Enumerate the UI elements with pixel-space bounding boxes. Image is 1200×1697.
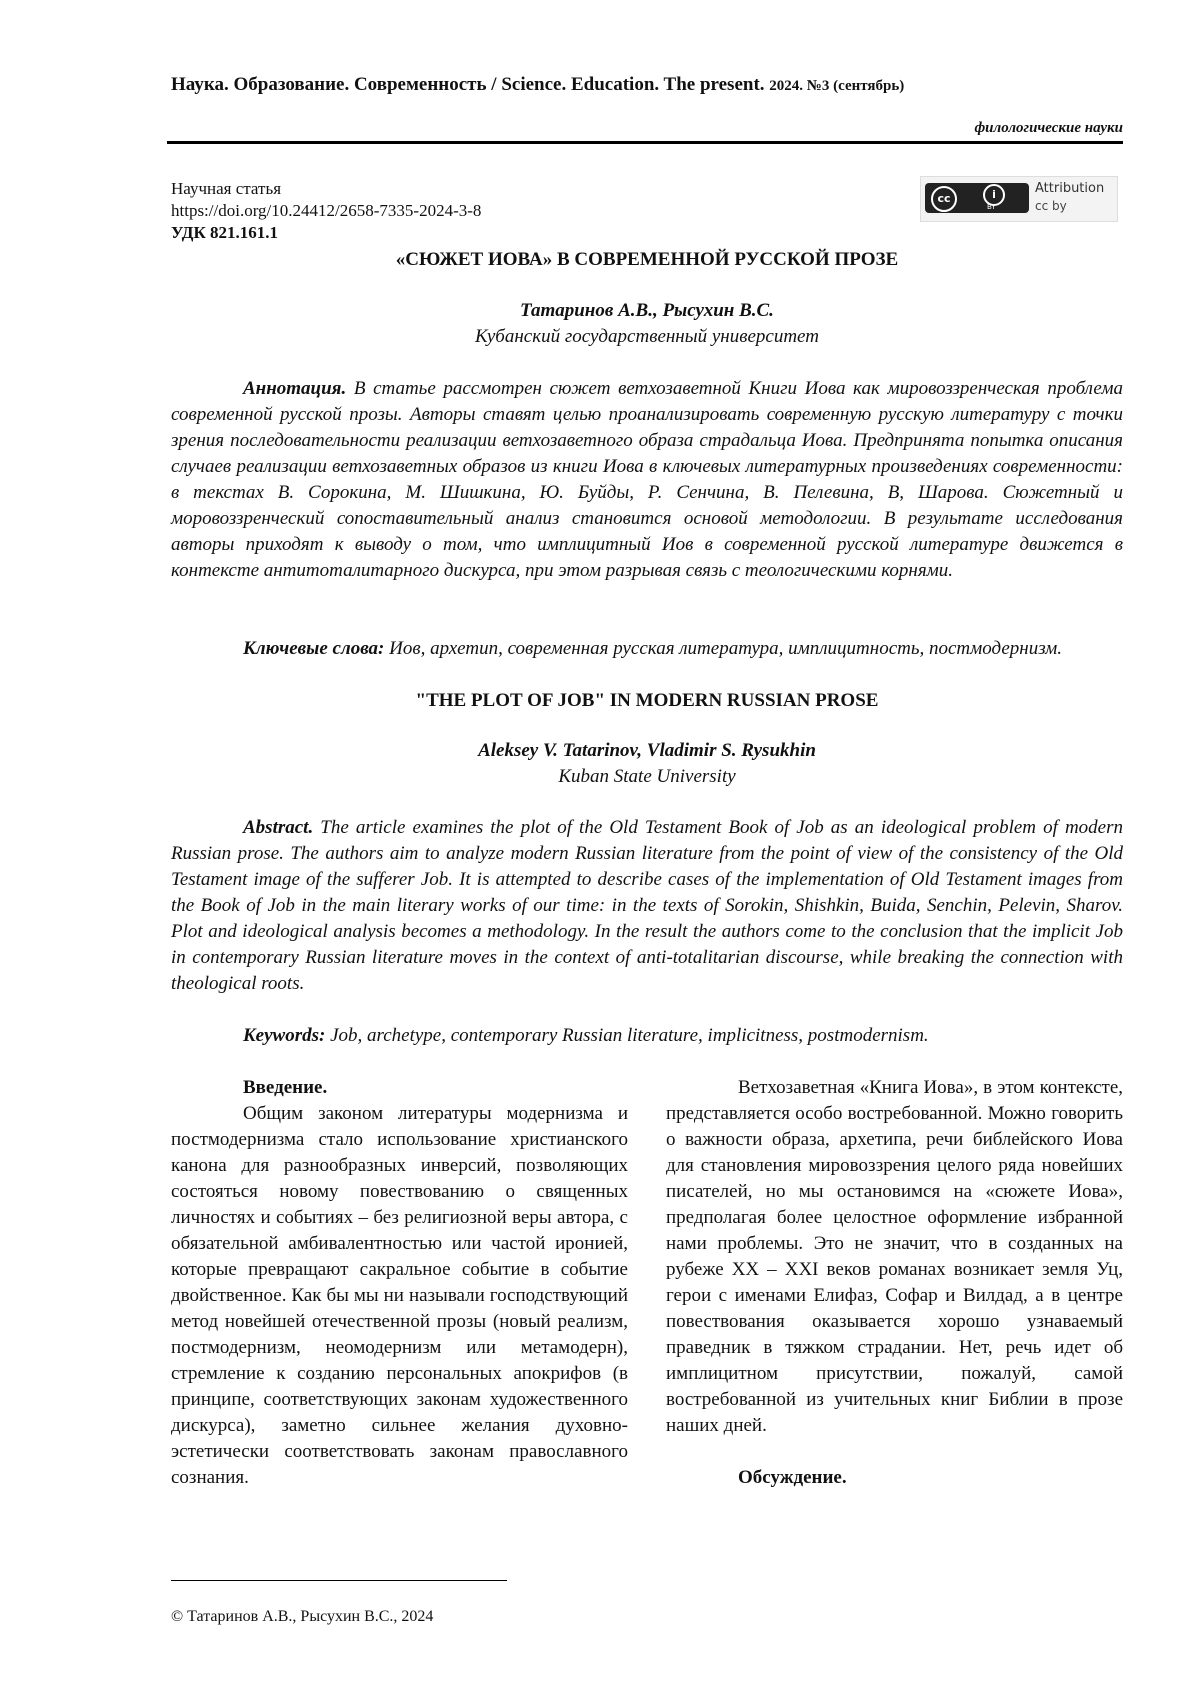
- attribution-person-icon: i: [983, 184, 1005, 206]
- journal-title: Наука. Образование. Современность / Science. Education. The present.: [171, 74, 765, 95]
- doi-link[interactable]: https://doi.org/10.24412/2658-7335-2024-3-8: [171, 201, 482, 220]
- body-right-column: [666, 1075, 1123, 1491]
- header-divider: [167, 141, 1123, 144]
- journal-issue: 2024. №3 (сентябрь): [769, 78, 905, 94]
- abstract-text-en: The article examines the plot of the Old Testament Book of Job as an ideological problem of modern Russian prose. The authors aim to analyze modern Russian literature from the point of view of the consistency of the Old Testament image of the sufferer Job. It is attempted to describe cases of the implementation of Old Testament images from the Book of Job in the main literary works of our time: in the texts of Sorokin, Shishkin, Buida, Senchin, Pelevin, Sharov. Plot and ideological analysis becomes a methodology. In the result the authors come to the conclusion that the implicit Job in contemporary Russian literature moves in the context of anti-totalitarian discourse, while breaking the connection with theological roots.: [171, 817, 1123, 994]
- affiliation-en: Kuban State University: [558, 766, 736, 787]
- abstract-label-ru: Аннотация.: [243, 378, 347, 399]
- journal-header: [171, 74, 904, 96]
- cc-license-badge[interactable]: [920, 176, 1118, 222]
- license-title: Attribution: [1035, 181, 1105, 196]
- keywords-label-en: Keywords:: [243, 1025, 326, 1046]
- abstract-label-en: Abstract.: [243, 817, 314, 838]
- cc-by-caption: BY: [987, 203, 996, 211]
- udk: УДК 821.161.1: [171, 223, 279, 242]
- abstract-en: [171, 815, 1123, 997]
- intro-paragraph: Общим законом литературы модернизма и постмодернизма стало использование христианского канона для разнообразных инверсий, позволяющих состояться новому повествованию о священных личностях и событиях – без религиозной веры автора, с обязательной амбивалентностью или частой иронией, которые превращают сакральное событие в событие двойственное. Как бы мы ни называли господствующий метод новейшей отечественной прозы (новый реализм, постмодернизм, неомодернизм или метамодерн), стремление к созданию персональных апокрифов (в принципе, соответствующих законам художественного дискурса), заметно сильнее желания духовно-эстетически соответствовать законам православного сознания.: [171, 1103, 628, 1488]
- cc-by-logo: [925, 183, 1029, 213]
- keywords-en: [171, 1023, 1123, 1049]
- keywords-text-ru: Иов, архетип, современная русская литература, имплицитность, постмодернизм.: [384, 638, 1063, 659]
- authors-en: Aleksey V. Tatarinov, Vladimir S. Rysukhin: [478, 740, 816, 761]
- article-type: Научная статья: [171, 179, 282, 198]
- license-subtitle: cc by: [1035, 199, 1067, 213]
- keywords-ru: [171, 636, 1123, 662]
- section-label: филологические науки: [974, 120, 1123, 136]
- intro-heading: Введение.: [243, 1077, 328, 1098]
- footnote-divider: [171, 1580, 507, 1581]
- affiliation-ru: Кубанский государственный университет: [475, 326, 819, 347]
- authors-ru: Татаринов А.В., Рысухин В.С.: [520, 300, 774, 321]
- discussion-heading: Обсуждение.: [738, 1467, 847, 1488]
- article-title-ru: «СЮЖЕТ ИОВА» В СОВРЕМЕННОЙ РУССКОЙ ПРОЗЕ: [395, 249, 899, 270]
- body-left-column: [171, 1075, 628, 1491]
- right-paragraph: Ветхозаветная «Книга Иова», в этом контексте, представляется особо востребованной. Можно говорить о важности образа, архетипа, речи библейского Иова для становления мировоззрения целого ряда новейших писателей, но мы остановимся на «сюжете Иова», предполагая более целостное оформление избранной нами проблемы. Это не значит, что в созданных на рубеже XX – XXI веков романах возникает земля Уц, герои с именами Елифаз, Софар и Вилдад, а в центре повествования оказывается хорошо узнаваемый праведник в тяжком страдании. Нет, речь идет об имплицитном присутствии, пожалуй, самой востребованной из учительных книг Библии в прозе наших дней.: [666, 1077, 1123, 1436]
- abstract-text-ru: В статье рассмотрен сюжет ветхозаветной Книги Иова как мировоззренческая проблема современной русской прозы. Авторы ставят целью проанализировать современную русскую литературу с точки зрения последовательности реализации ветхозаветного образа страдальца Иова. Предпринята попытка описания случаев реализации ветхозаветных образов из книги Иова в ключевых литературных произведениях современности: в текстах В. Сорокина, М. Шишкина, Ю. Буйды, Р. Сенчина, В. Пелевина, В, Шарова. Сюжетный и моровоззренческий сопоставительный анализ становится основой методологии. В результате исследования авторы приходят к выводу о том, что имплицитный Иов в современной русской литературе движется в контексте антитоталитарного дискурса, при этом разрывая связь с теологическими корнями.: [171, 378, 1123, 581]
- cc-icon: cc: [931, 186, 957, 212]
- keywords-text-en: Job, archetype, contemporary Russian literature, implicitness, postmodernism.: [325, 1025, 929, 1046]
- keywords-label-ru: Ключевые слова:: [243, 638, 385, 659]
- article-title-en: "THE PLOT OF JOB" IN MODERN RUSSIAN PROSE: [415, 690, 879, 711]
- abstract-ru: [171, 376, 1123, 584]
- copyright-notice: © Татаринов А.В., Рысухин В.С., 2024: [171, 1608, 434, 1625]
